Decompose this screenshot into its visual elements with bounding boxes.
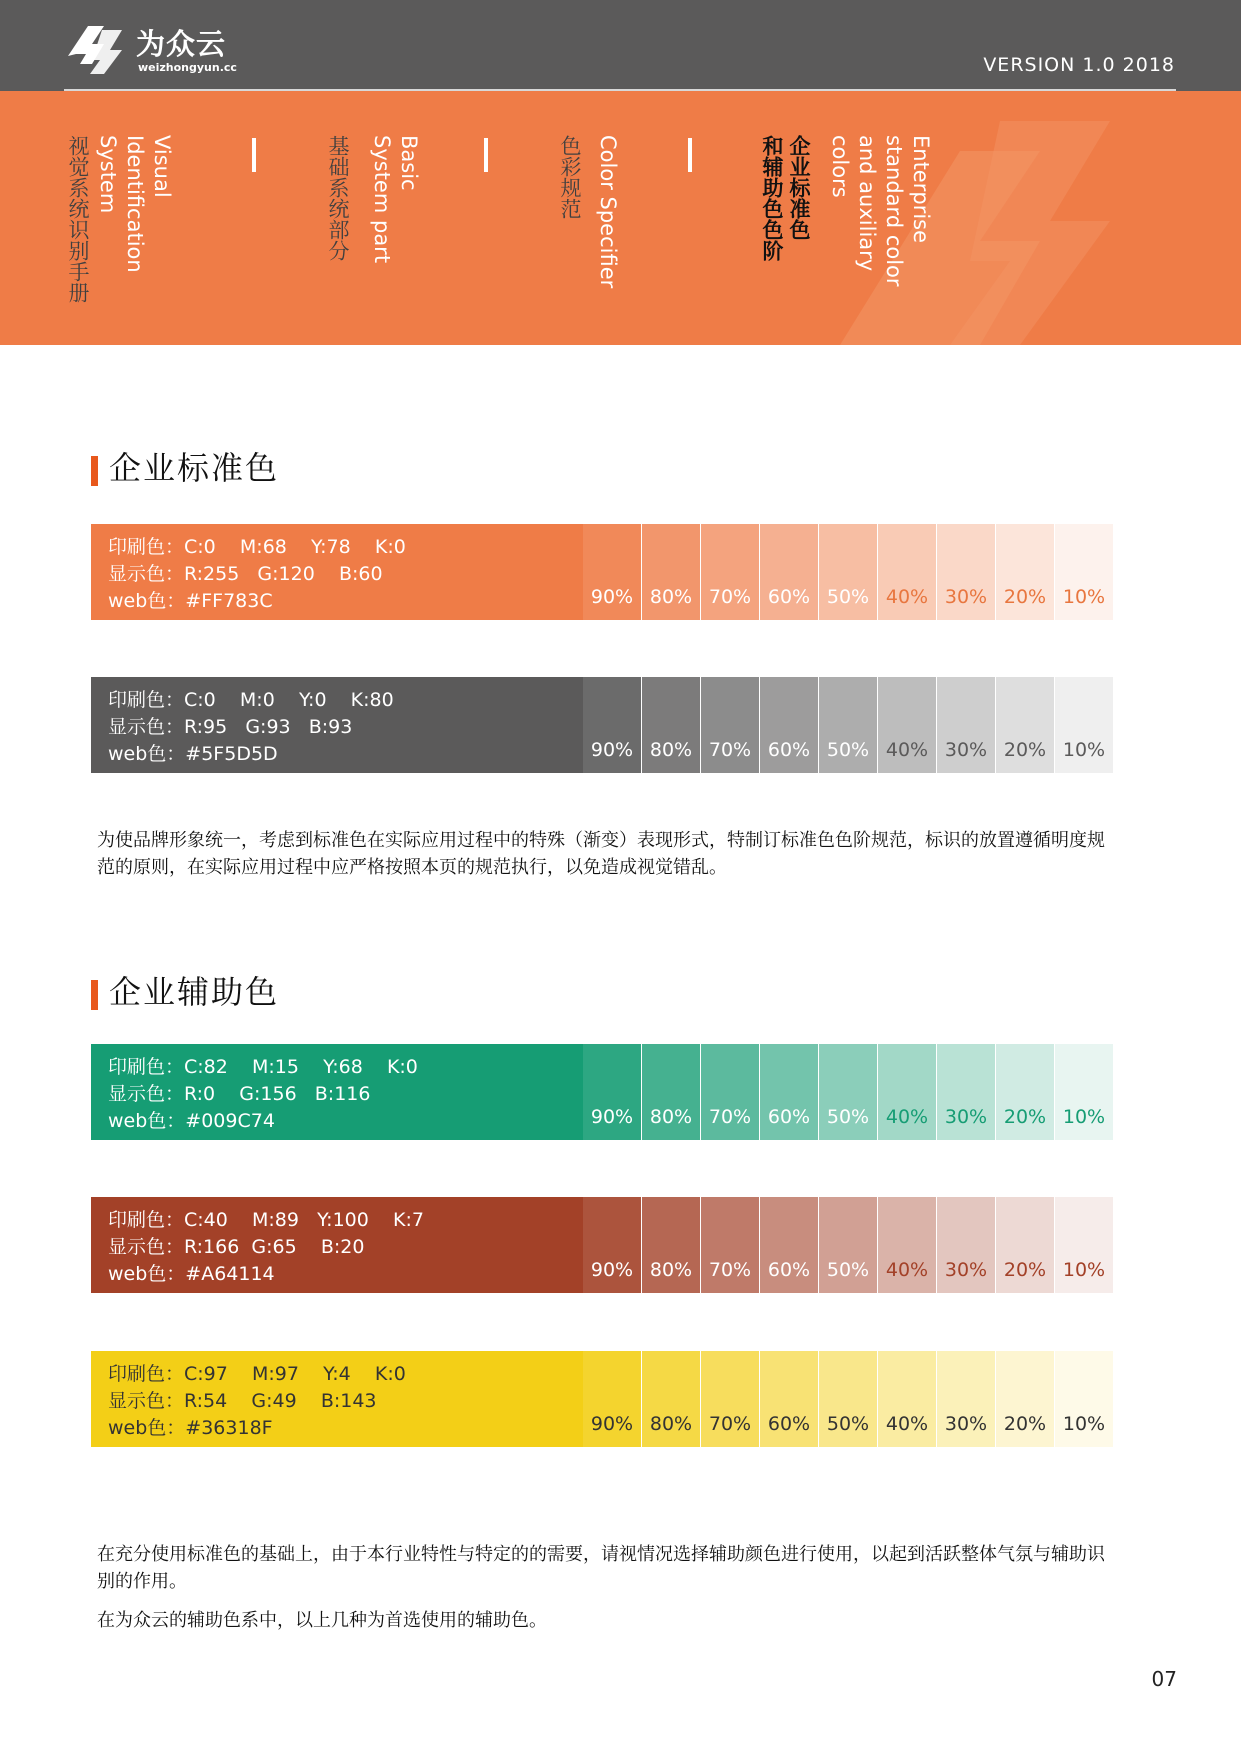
color-swatch-yellow [91,1351,1115,1447]
tint-step [878,1351,936,1447]
tint-step-label: 10% [1062,1413,1106,1435]
tint-step [760,524,818,620]
tint-step [937,1351,995,1447]
tint-step [642,1197,700,1293]
color-swatch-brown [91,1197,1115,1293]
tint-step [583,1351,641,1447]
swatch-print-value: 印刷色：C:0 M:68 Y:78 K:0 [108,536,406,558]
tint-step [701,1044,759,1140]
tint-step-label: 70% [708,1259,752,1281]
tint-step-label: 20% [1003,586,1047,608]
swatch-color-values [108,687,394,768]
swatch-print-value: 印刷色：C:82 M:15 Y:68 K:0 [108,1056,418,1078]
swatch-display-value: 显示色：R:54 G:49 B:143 [108,1390,377,1412]
tint-step [642,524,700,620]
tint-step [996,1197,1054,1293]
tint-step [760,1351,818,1447]
logo-icon [64,16,130,76]
banner-separator [484,138,488,172]
swatch-display-value: 显示色：R:166 G:65 B:20 [108,1236,365,1258]
tint-step-label: 70% [708,1413,752,1435]
banner-cn-vis: 视觉系统识别手册 [66,135,90,303]
banner-en-color: Color Specifier [596,135,620,289]
tint-step-label: 30% [944,586,988,608]
tint-step-label: 80% [649,739,693,761]
tint-step-label: 50% [826,1106,870,1128]
tint-step [996,677,1054,773]
swatch-color-values [108,1361,406,1442]
banner [0,91,1241,345]
banner-en-current: Enterprise standard color and auxiliary colors [828,135,933,287]
tint-step-label: 70% [708,586,752,608]
tint-step-label: 10% [1062,1106,1106,1128]
tint-step-label: 30% [944,1259,988,1281]
tint-step-label: 20% [1003,739,1047,761]
swatch-display-value: 显示色：R:255 G:120 B:60 [108,563,383,585]
swatch-web-value: web色：#5F5D5D [108,743,278,765]
tint-step-label: 50% [826,1259,870,1281]
tint-step-label: 90% [590,586,634,608]
tint-step [760,1044,818,1140]
tint-step-label: 50% [826,739,870,761]
tint-step [760,1197,818,1293]
swatch-main-color [91,1044,583,1140]
tint-step-label: 60% [767,1106,811,1128]
tint-step-label: 10% [1062,586,1106,608]
tint-step-label: 80% [649,1106,693,1128]
tint-step-label: 70% [708,739,752,761]
tint-step [583,677,641,773]
tint-step [878,524,936,620]
tint-step-label: 40% [885,1413,929,1435]
tint-step-label: 80% [649,586,693,608]
swatch-color-values [108,1207,424,1288]
tint-step-label: 90% [590,739,634,761]
swatch-print-value: 印刷色：C:97 M:97 Y:4 K:0 [108,1363,406,1385]
tint-step [760,677,818,773]
tint-step [1055,524,1113,620]
tint-step-label: 90% [590,1413,634,1435]
banner-en-vis: Visual Identification System [96,135,174,273]
tint-step-label: 80% [649,1259,693,1281]
brand-name: 为众云 [136,27,227,61]
swatch-print-value: 印刷色：C:40 M:89 Y:100 K:7 [108,1209,424,1231]
tint-step [642,1351,700,1447]
color-swatch-green [91,1044,1115,1140]
tint-step-label: 30% [944,739,988,761]
tint-step [996,1351,1054,1447]
tint-step [996,1044,1054,1140]
page-number: 07 [1151,1667,1177,1691]
tint-step-label: 90% [590,1259,634,1281]
tint-step-label: 50% [826,586,870,608]
tint-step [1055,1044,1113,1140]
tint-step-label: 20% [1003,1259,1047,1281]
tint-step [878,1197,936,1293]
swatch-main-color [91,677,583,773]
banner-en-basic: Basic System part [370,135,421,264]
tint-step-label: 60% [767,1259,811,1281]
tint-step [937,1044,995,1140]
swatch-web-value: web色：#009C74 [108,1110,275,1132]
swatch-color-values [108,1054,418,1135]
banner-separator [688,138,692,172]
tint-step [878,1044,936,1140]
tint-step-label: 20% [1003,1106,1047,1128]
tint-step [1055,1351,1113,1447]
swatch-web-value: web色：#36318F [108,1417,273,1439]
top-bar [0,0,1241,91]
swatch-web-value: web色：#A64114 [108,1263,275,1285]
swatch-print-value: 印刷色：C:0 M:0 Y:0 K:80 [108,689,394,711]
swatch-display-value: 显示色：R:95 G:93 B:93 [108,716,353,738]
auxiliary-description: 在充分使用标准色的基础上，由于本行业特性与特定的的需要，请视情况选择辅助颜色进行使用，以起到活跃整体气氛与辅助识别的作用。 [97,1544,1105,1592]
tint-step [937,524,995,620]
auxiliary-note: 在为众云的辅助色系中，以上几种为首选使用的辅助色。 [97,1610,547,1631]
section-marker [91,980,98,1010]
tint-step-label: 80% [649,1413,693,1435]
tint-step [937,1197,995,1293]
tint-step [819,1044,877,1140]
tint-step [642,1044,700,1140]
tint-step-label: 70% [708,1106,752,1128]
tint-step [1055,677,1113,773]
tint-step [701,524,759,620]
swatch-color-values [108,534,406,615]
banner-cn-basic: 基础系统部分 [326,135,350,261]
tint-step [701,1197,759,1293]
tint-step [642,677,700,773]
tint-step-label: 30% [944,1106,988,1128]
swatch-web-value: web色：#FF783C [108,590,273,612]
tint-step-label: 40% [885,1106,929,1128]
banner-separator [252,138,256,172]
version-label: VERSION 1.0 2018 [983,54,1175,76]
tint-step [583,1197,641,1293]
brand-logo [64,16,237,76]
tint-step [937,677,995,773]
swatch-main-color [91,524,583,620]
tint-step [701,1351,759,1447]
swatch-main-color [91,1351,583,1447]
tint-step [583,1044,641,1140]
tint-step [819,524,877,620]
color-swatch-gray [91,677,1115,773]
tint-step-label: 40% [885,739,929,761]
tint-step [701,677,759,773]
tint-step [878,677,936,773]
banner-cn-current: 企业标准色 和辅助色色阶 [760,135,811,261]
tint-step-label: 10% [1062,1259,1106,1281]
tint-step-label: 60% [767,739,811,761]
tint-step-label: 20% [1003,1413,1047,1435]
swatch-main-color [91,1197,583,1293]
color-swatch-orange [91,524,1115,620]
tint-step-label: 50% [826,1413,870,1435]
section-marker [91,456,98,486]
tint-step-label: 40% [885,1259,929,1281]
tint-step-label: 30% [944,1413,988,1435]
tint-step [819,1351,877,1447]
tint-step-label: 40% [885,586,929,608]
banner-cn-color: 色彩规范 [558,135,582,219]
tint-step [996,524,1054,620]
tint-step-label: 60% [767,1413,811,1435]
tint-step [819,1197,877,1293]
tint-step-label: 90% [590,1106,634,1128]
tint-step [583,524,641,620]
tint-step [819,677,877,773]
tint-step [1055,1197,1113,1293]
standard-description: 为使品牌形象统一，考虑到标准色在实际应用过程中的特殊（渐变）表现形式，特制订标准色色阶规范，标识的放置遵循明度规范的原则，在实际应用过程中应严格按照本页的规范执行，以免造成视觉错乱。 [97,830,1105,878]
swatch-display-value: 显示色：R:0 G:156 B:116 [108,1083,371,1105]
tint-step-label: 60% [767,586,811,608]
tint-step-label: 10% [1062,739,1106,761]
brand-url: weizhongyun.cc [138,61,237,74]
